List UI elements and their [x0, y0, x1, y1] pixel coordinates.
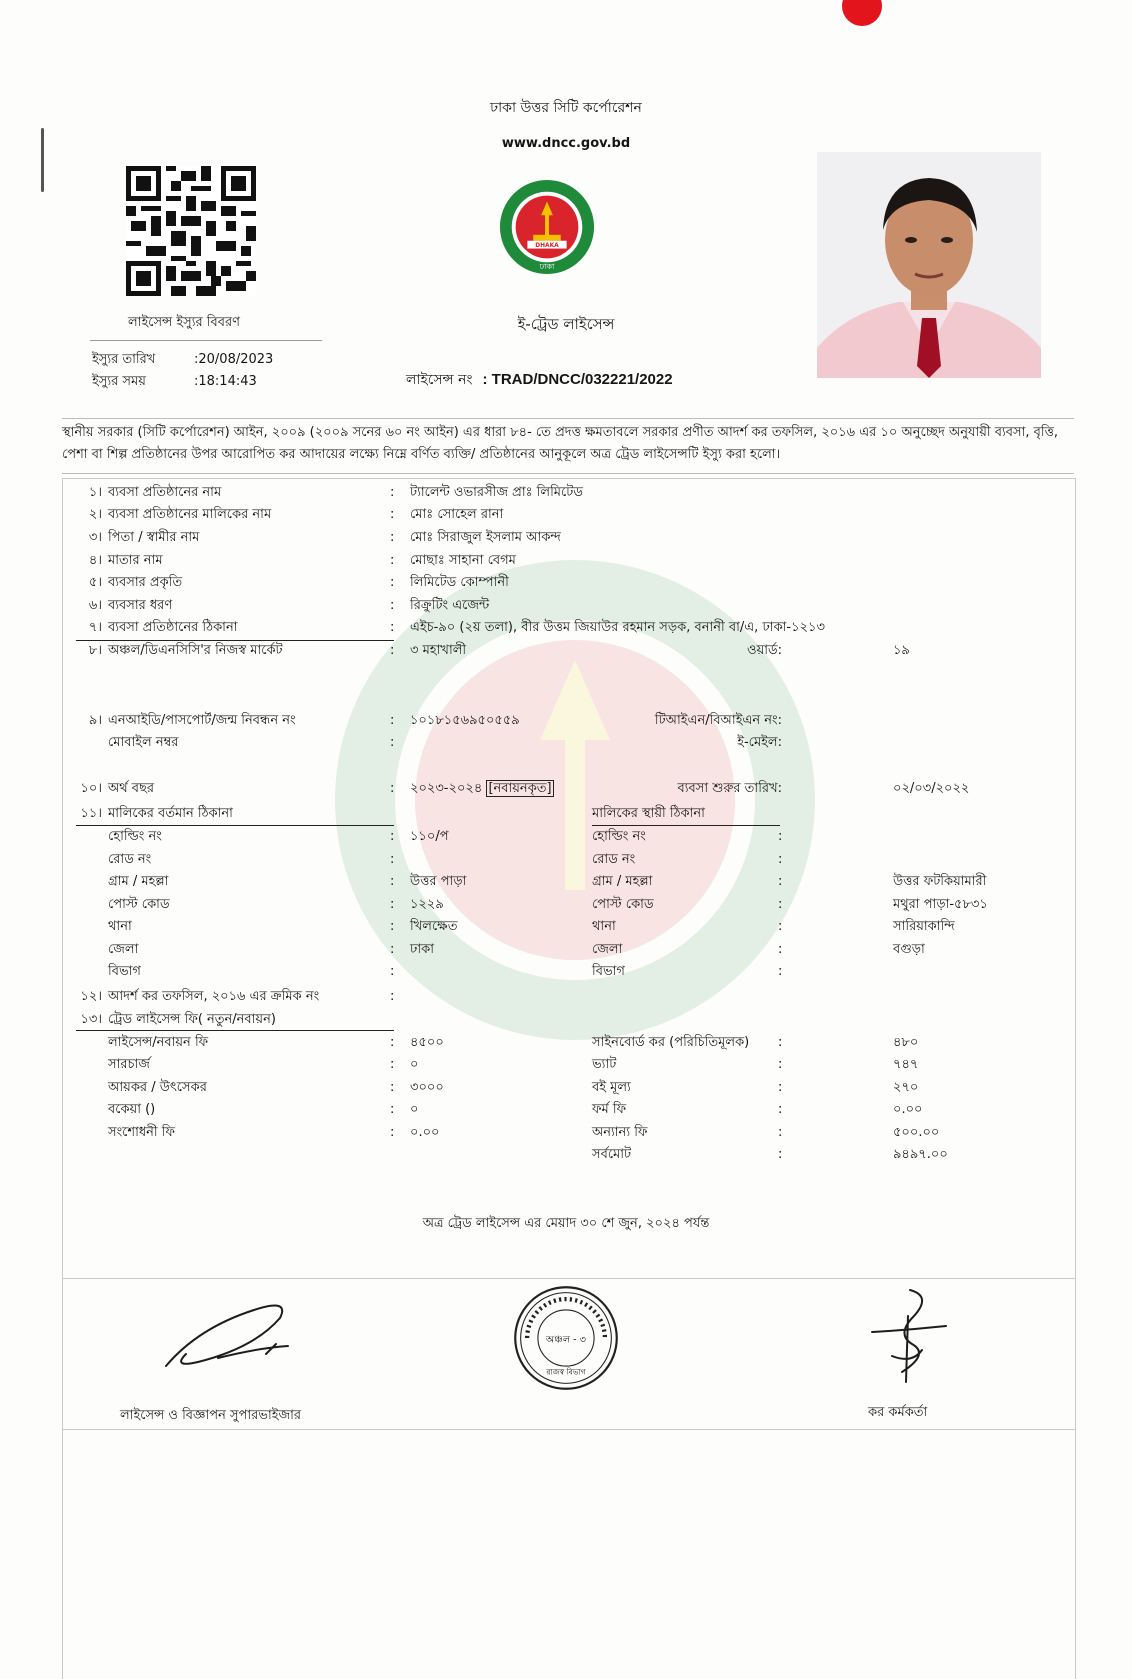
colon: : [390, 575, 395, 590]
present-address-title: মালিকের বর্তমান ঠিকানা [108, 806, 233, 821]
fee-label: ভ্যাট [592, 1057, 617, 1072]
field-number: ১৩। [80, 1012, 102, 1027]
colon: : [390, 553, 395, 568]
field-label: ব্যবসা প্রতিষ্ঠানের মালিকের নাম [108, 507, 272, 522]
colon: : [390, 781, 395, 796]
field-value: লিমিটেড কোম্পানী [410, 575, 509, 590]
total-label: সর্বমোট [592, 1147, 632, 1162]
owner-photo [817, 152, 1041, 378]
field-label: ব্যবসার প্রকৃতি [108, 575, 183, 590]
issue-date-label: ইস্যুর তারিখ [92, 352, 156, 367]
colon: : [778, 1057, 783, 1072]
field-value: ট্যালেন্ট ওভারসীজ প্রাঃ লিমিটেড [410, 485, 583, 500]
address-label: হোল্ডিং নং [108, 829, 162, 844]
logo-bottom-text: ঢাকা [539, 262, 555, 272]
address-label: রোড নং [108, 852, 152, 867]
field-label: ব্যবসা প্রতিষ্ঠানের ঠিকানা [108, 620, 238, 635]
field-number: ২। [88, 507, 102, 522]
present-address-value: ১১০/প [410, 829, 449, 844]
divider [90, 340, 322, 341]
address-label: জেলা [108, 942, 139, 957]
permanent-address-label: রোড নং [592, 852, 636, 867]
divider [76, 1030, 394, 1031]
colon: : [778, 964, 783, 979]
org-name: ঢাকা উত্তর সিটি কর্পোরেশন [490, 100, 642, 116]
license-number-row [406, 368, 673, 392]
colon: : [390, 530, 395, 545]
fees-title: ট্রেড লাইসেন্স ফি( নতুন/নবায়ন) [108, 1012, 276, 1027]
field-number: ৩। [88, 530, 102, 545]
field-label: ব্যবসার ধরণ [108, 598, 173, 613]
issue-time-value: :18:14:43 [194, 374, 257, 389]
fee-value: ৫০০.০০ [893, 1125, 940, 1140]
qr-code [126, 166, 256, 296]
colon: : [778, 919, 783, 934]
red-ink-mark [842, 0, 882, 26]
license-validity: অত্র ট্রেড লাইসেন্স এর মেয়াদ ৩০ শে জুন, ২০২৪ পর্যন্ত [422, 1216, 710, 1231]
issue-time-label: ইস্যুর সময় [92, 374, 146, 389]
fiscal-year: ২০২৩-২০২৪ [410, 781, 483, 796]
fee-label: আয়কর / উৎসেকর [108, 1080, 207, 1095]
field-number: ৭। [88, 620, 102, 635]
fee-value: ৩০০০ [410, 1080, 444, 1095]
colon: : [390, 713, 395, 728]
field-number: ৬। [88, 598, 102, 613]
fiscal-year-label: অর্থ বছর [108, 781, 155, 796]
permanent-address-label: জেলা [592, 942, 623, 957]
fee-value: ০ [410, 1102, 419, 1117]
logo-text: DHAKA [535, 243, 559, 250]
field-number: ১। [88, 485, 102, 500]
colon: : [778, 1080, 783, 1095]
permanent-address-label: হোল্ডিং নং [592, 829, 646, 844]
colon: : [390, 874, 395, 889]
left-signature [158, 1288, 308, 1378]
fee-value: ৭৪৭ [893, 1057, 919, 1072]
city-corporation-logo [498, 178, 596, 276]
fee-value: ০.০০ [410, 1125, 440, 1140]
field-number: ৫। [88, 575, 102, 590]
seal-center-text: অঞ্চল - ৩ [545, 1334, 587, 1346]
permanent-address-label: বিভাগ [592, 964, 625, 979]
business-start-label: ব্যবসা শুরুর তারিখ: [677, 781, 782, 796]
official-seal [512, 1284, 620, 1392]
divider [592, 825, 780, 826]
colon: : [390, 1102, 395, 1117]
renewed-badge: [নবায়নকৃত] [488, 781, 552, 796]
fee-value: ৪৫০০ [410, 1035, 444, 1050]
business-start-date: ০২/০৩/২০২২ [893, 781, 970, 796]
field-number: ৪। [88, 553, 102, 568]
zone-label: অঞ্চল/ডিএনসিসি'র নিজস্ব মার্কেট [108, 643, 283, 658]
field-value: রিক্রুটিং এজেন্ট [410, 598, 490, 613]
colon: : [778, 1102, 783, 1117]
license-number-label: লাইসেন্স নং [406, 372, 473, 388]
permanent-address-label: থানা [592, 919, 616, 934]
colon: : [390, 485, 395, 500]
fee-label: বই মূল্য [592, 1080, 631, 1095]
nid-label: এনআইডি/পাসপোর্ট/জন্ম নিবন্ধন নং [108, 713, 296, 728]
colon: : [390, 598, 395, 613]
field-number: ১২। [80, 989, 102, 1004]
fee-label: অন্যান্য ফি [592, 1125, 648, 1140]
field-label: পিতা / স্বামীর নাম [108, 530, 200, 545]
colon: : [390, 1080, 395, 1095]
field-number: ৯। [88, 713, 102, 728]
divider [76, 640, 394, 641]
fee-value: ০ [410, 1057, 419, 1072]
colon: : [390, 1125, 395, 1140]
seal-ring-text: রাজস্ব বিভাগ [546, 1367, 586, 1377]
permanent-address-label: পোস্ট কোড [592, 897, 654, 912]
field-value: এইচ-৯০ (২য় তলা), বীর উত্তম জিয়াউর রহমান সড়ক, বনানী বা/এ, ঢাকা-১২১৩ [410, 620, 825, 635]
permanent-address-value: উত্তর ফটকিয়ামারী [893, 874, 987, 889]
fee-label: সাইনবোর্ড কর (পরিচিতিমূলক) [592, 1035, 750, 1050]
colon: : [778, 1147, 783, 1162]
present-address-value: খিলক্ষেত [410, 919, 458, 934]
colon: : [390, 829, 395, 844]
field-number: ৮। [88, 643, 102, 658]
field-value: মোঃ সিরাজুল ইসলাম আকন্দ [410, 530, 561, 545]
tax-officer-signature-label: কর কর্মকর্তা [868, 1405, 928, 1420]
colon: : [390, 852, 395, 867]
address-label: থানা [108, 919, 132, 934]
ward-value: ১৯ [893, 643, 910, 658]
issue-time-row [92, 372, 257, 393]
colon: : [390, 735, 395, 750]
colon: : [390, 1057, 395, 1072]
tax-schedule-label: আদর্শ কর তফসিল, ২০১৬ এর ক্রমিক নং [108, 989, 320, 1004]
address-label: বিভাগ [108, 964, 141, 979]
fiscal-year-value [410, 780, 554, 798]
supervisor-signature-label: লাইসেন্স ও বিজ্ঞাপন সুপারভাইজার [120, 1408, 302, 1423]
license-number: : TRAD/DNCC/032221/2022 [482, 371, 673, 388]
colon: : [390, 1035, 395, 1050]
fee-label: সংশোধনী ফি [108, 1125, 175, 1140]
issue-date-value: :20/08/2023 [194, 352, 274, 367]
colon: : [778, 829, 783, 844]
colon: : [390, 964, 395, 979]
nid-value: ১০১৮১৫৬৯৫০৫৫৯ [410, 713, 520, 728]
address-label: পোস্ট কোড [108, 897, 170, 912]
colon: : [778, 852, 783, 867]
field-label: মাতার নাম [108, 553, 163, 568]
issue-details-title: লাইসেন্স ইস্যুর বিবরণ [128, 315, 240, 330]
colon: : [778, 1035, 783, 1050]
zone-value: ৩ মহাখালী [410, 643, 467, 658]
colon: : [390, 919, 395, 934]
present-address-value: ১২২৯ [410, 897, 444, 912]
fee-value: ০.০০ [893, 1102, 923, 1117]
permanent-address-value: মথুরা পাড়া-৫৮৩১ [893, 897, 988, 912]
colon: : [390, 942, 395, 957]
fee-label: লাইসেন্স/নবায়ন ফি [108, 1035, 209, 1050]
mobile-label: মোবাইল নম্বর [108, 735, 179, 750]
fee-label: সারচার্জ [108, 1057, 150, 1072]
fee-value: ২৭০ [893, 1080, 919, 1095]
divider [76, 825, 394, 826]
total-value: ৯৪৯৭.০০ [893, 1147, 948, 1162]
present-address-value: ঢাকা [410, 942, 434, 957]
colon: : [778, 1125, 783, 1140]
permanent-address-value: সারিয়াকান্দি [893, 919, 955, 934]
fee-label: বকেয়া () [108, 1102, 156, 1117]
tin-label: টিআইএন/বিআইএন নং: [654, 713, 782, 728]
address-label: গ্রাম / মহল্লা [108, 874, 169, 889]
colon: : [778, 897, 783, 912]
present-address-value: উত্তর পাড়া [410, 874, 467, 889]
permanent-address-label: গ্রাম / মহল্লা [592, 874, 653, 889]
colon: : [390, 507, 395, 522]
colon: : [390, 897, 395, 912]
colon: : [390, 643, 395, 658]
field-label: ব্যবসা প্রতিষ্ঠানের নাম [108, 485, 222, 500]
colon: : [778, 874, 783, 889]
field-number: ১১। [80, 806, 102, 821]
website[interactable]: www.dncc.gov.bd [501, 136, 631, 151]
fee-value: ৪৮০ [893, 1035, 919, 1050]
colon: : [778, 942, 783, 957]
issue-date-row [92, 350, 273, 371]
ward-label: ওয়ার্ড: [747, 643, 782, 658]
email-label: ই-মেইল: [737, 735, 782, 750]
fee-label: ফর্ম ফি [592, 1102, 627, 1117]
colon: : [390, 989, 395, 1004]
permanent-address-title: মালিকের স্থায়ী ঠিকানা [592, 806, 705, 821]
colon: : [390, 620, 395, 635]
field-value: মোঃ সোহেল রানা [410, 507, 504, 522]
document-title: ই-ট্রেড লাইসেন্স [517, 315, 615, 333]
right-signature [862, 1286, 952, 1386]
permanent-address-value: বগুড়া [893, 942, 925, 957]
field-value: মোছাঃ সাহানা বেগম [410, 553, 516, 568]
field-number: ১০। [80, 781, 102, 796]
preamble-text: স্থানীয় সরকার (সিটি কর্পোরেশন) আইন, ২০০৯ (২০০৯ সনের ৬০ নং আইন) এর ধারা ৮৪- তে প্রদত্ত ক্ষমতাবলে সরকার প্রণীত আদর্শ কর তফসিল, ২০১৬ এর ১০ অনুচ্ছেদ অনুযায়ী ব্যবসা, বৃত্তি, পেশা বা শিল্প প্রতিষ্ঠানের উপর আরোপিত কর আদায়ের লক্ষ্যে নিম্নে বর্ণিত ব্যক্তি/ প্রতিষ্ঠানের আনুকূলে অত্র ট্রেড লাইসেন্সটি ইস্যু করা হলো। [62, 425, 1059, 462]
